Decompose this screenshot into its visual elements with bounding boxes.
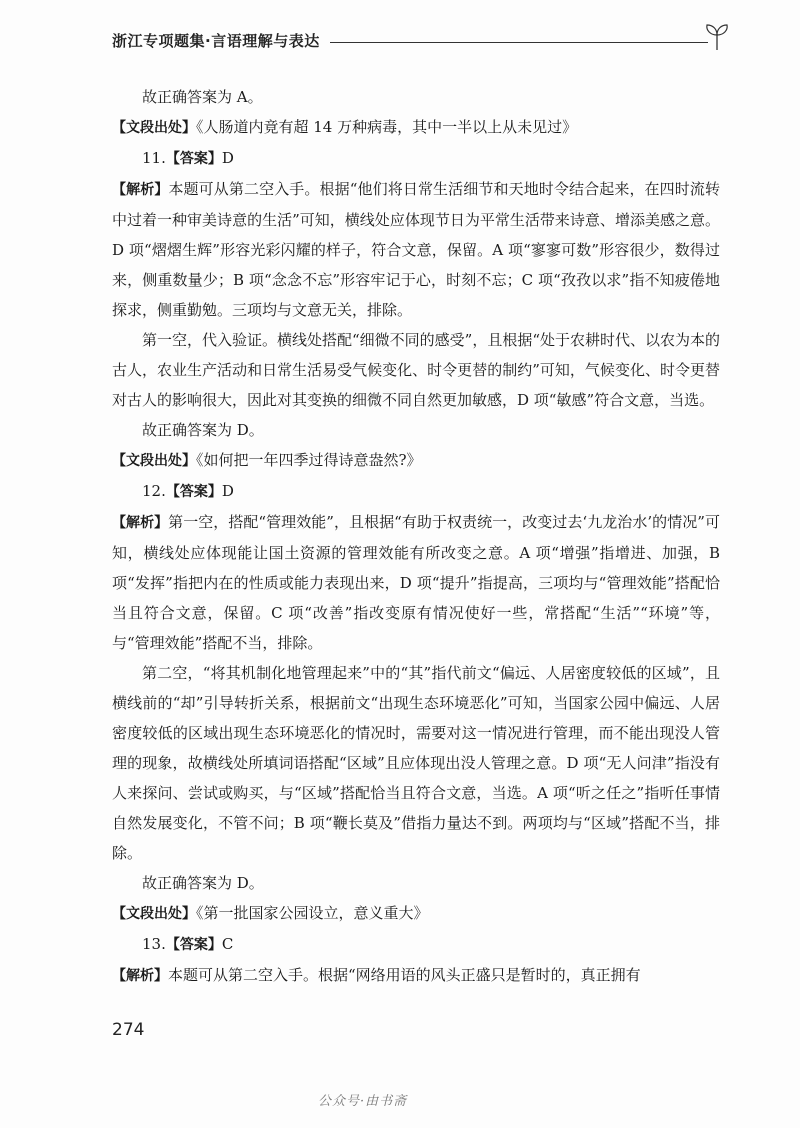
paragraph-source [112,112,720,143]
paragraph [112,82,720,112]
header-title: 浙江专项题集·言语理解与表达 [112,32,320,50]
paragraph-text: 第一空，代入验证。横线处搭配“细微不同的感受”，且根据“处于农耕时代、以农为本的古人，农业生产活动和日常生活易受气候变化、时令更替的制约”可知，气候变化、时令更替对古人的影响很大，因此对其变换的细微不同自然更加敏感，D 项“敏感”符合文意，当选。 [112,331,721,409]
paragraph-source [112,445,720,476]
analysis-text: 第一空，搭配“管理效能”，且根据“有助于权责统一，改变过去‘九龙治水’的情况”可知，横线处应体现能让国土资源的管理效能有所改变之意。A 项“增强”指增进、加强，B 项“发挥”指把内在的性质或能力表现出来，D 项“提升”指提高，三项均与“管理效能”搭配恰当且符合文意，保留。C 项“改善”指改变原有情况使好一些，常搭配“生活”“环境”等，与“管理效能”搭配不当，排除。 [112,513,721,652]
answer-value: D [221,482,234,500]
paragraph-analysis [112,960,720,991]
answer-label: 【答案】 [165,151,222,167]
paragraph-text: 故正确答案为 D。 [142,874,264,892]
analysis-text: 本题可从第二空入手。根据“他们将日常生活细节和天地时令结合起来，在四时流转中过着一种审美诗意的生活”可知，横线处应体现节日为平常生活带来诗意、增添美感之意。D 项“熠熠生辉”形容光彩闪耀的样子，符合文意，保留。A 项“寥寥可数”形容很少，数得过来，侧重数量少；B 项“念念不忘”形容牢记于心，时刻不忘；C 项“孜孜以求”指不知疲倦地探求，侧重勤勉。三项均与文意无关，排除。 [112,180,720,319]
analysis-label: 【解析】 [112,968,168,984]
source-text: 《如何把一年四季过得诗意盎然?》 [196,451,422,469]
page-header [112,22,730,58]
sprout-icon [704,22,730,52]
paragraph [112,868,720,898]
answer-label: 【答案】 [165,937,222,953]
watermark: 公众号·由书斋 [318,1094,408,1109]
paragraph-source [112,898,720,929]
header-rule [330,42,708,43]
analysis-label: 【解析】 [112,515,169,531]
page-number: 274 [112,1020,145,1040]
source-text: 《第一批国家公园设立，意义重大》 [196,904,429,922]
paragraph-text: 故正确答案为 D。 [142,421,264,439]
paragraph-text: 第二空，“将其机制化地管理起来”中的“其”指代前文“偏远、人居密度较低的区域”，且横线前的“却”引导转折关系，根据前文“出现生态环境恶化”可知，当国家公园中偏远、人居密度较低的区域出现生态环境恶化的情况时，需要对这一情况进行管理，而不能出现没人管理的现象，故横线处所填词语搭配“区域”且应体现出没人管理之意。D 项“无人问津”指没有人来探问、尝试或购买，与“区域”搭配恰当且符合文意，当选。A 项“听之任之”指听任事情自然发展变化，不管不问；B 项“鞭长莫及”借指力量达不到。两项均与“区域”搭配不当，排除。 [112,664,720,862]
answer-line [112,929,720,960]
source-label: 【文段出处】 [112,120,196,136]
answer-line [112,143,720,174]
question-number: 12. [142,482,166,500]
analysis-label: 【解析】 [112,182,169,198]
answer-value: D [221,149,234,167]
analysis-text: 本题可从第二空入手。根据“网络用语的风头正盛只是暂时的，真正拥有 [168,966,641,984]
body-text [112,82,720,991]
paragraph-text: 故正确答案为 A。 [142,88,263,106]
source-label: 【文段出处】 [112,453,196,469]
answer-value: C [221,935,234,953]
source-label: 【文段出处】 [112,906,196,922]
paragraph-analysis [112,174,720,325]
paragraph [112,325,720,415]
paragraph-analysis [112,507,720,658]
paragraph [112,658,720,868]
question-number: 11. [142,149,166,167]
answer-line [112,476,720,507]
answer-label: 【答案】 [165,484,222,500]
question-number: 13. [142,935,166,953]
source-text: 《人肠道内竟有超 14 万种病毒，其中一半以上从未见过》 [196,118,578,136]
paragraph [112,415,720,445]
